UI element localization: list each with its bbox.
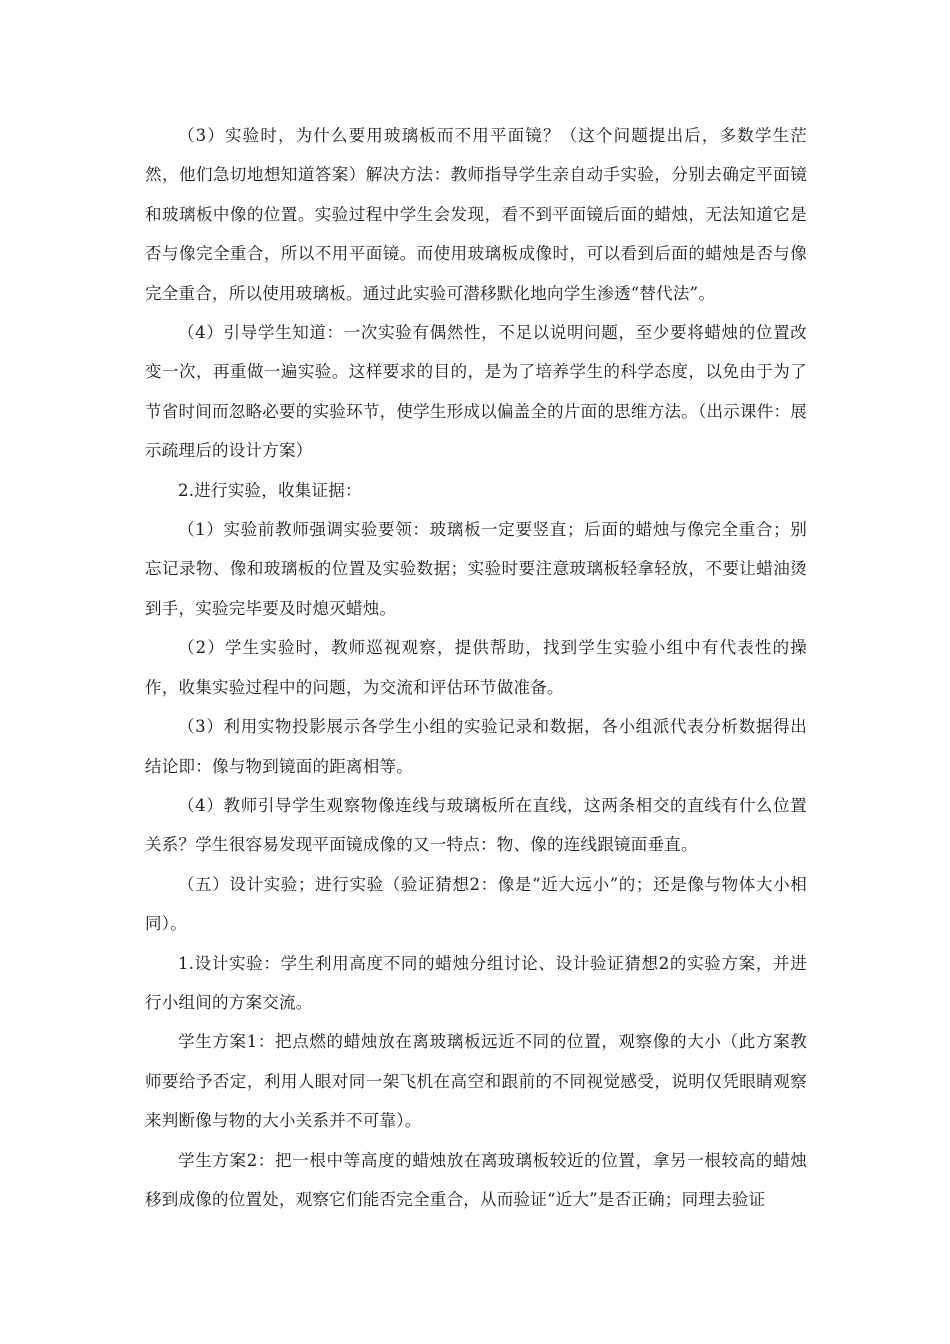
paragraph-data-analysis: （3）利用实物投影展示各学生小组的实验记录和数据，各小组派代表分析数据得出结论即：像与物到镜面的距离相等。 [145, 717, 807, 776]
paragraph-perpendicular-finding: （4）教师引导学生观察物像连线与玻璃板所在直线，这两条相交的直线有什么位置关系？学生很容易发现平面镜成像的又一特点：物、像的连线跟镜面垂直。 [145, 795, 807, 855]
paragraph-teacher-observation: （2）学生实验时，教师巡视观察，提供帮助，找到学生实验小组中有代表性的操作，收集实验过程中的问题，为交流和评估环节做准备。 [145, 638, 807, 697]
paragraph-student-plan-2: 学生方案2：把一根中等高度的蜡烛放在离玻璃板较近的位置，拿另一根较高的蜡烛移到成像的位置处，观察它们能否完全重合，从而验证“近大”是否正确；同理去验证 [145, 1150, 807, 1209]
paragraph-glass-vs-mirror: （3）实验时，为什么要用玻璃板而不用平面镜？（这个问题提出后，多数学生茫然，他们急切地想知道答案）解决方法：教师指导学生亲自动手实验，分别去确定平面镜和玻璃板中像的位置。实验过程中学生会发现，看不到平面镜后面的蜡烛，无法知道它是否与像完全重合，所以不用平面镜。而使用玻璃板成像时，可以看到后面的蜡烛是否与像完全重合，所以使用玻璃板。通过此实验可潜移默化地向学生渗透“替代法”。 [145, 126, 807, 303]
section-heading-conduct-experiment: 2.进行实验，收集证据： [178, 480, 362, 500]
section-heading-hypothesis-2: （五）设计实验；进行实验（验证猜想2：像是“近大远小”的；还是像与物体大小相同）。 [145, 874, 807, 934]
paragraph-design-experiment: 1.设计实验：学生利用高度不同的蜡烛分组讨论、设计验证猜想2的实验方案，并进行小组间的方案交流。 [145, 953, 807, 1012]
document-body [145, 116, 807, 1219]
paragraph-repeat-experiment: （4）引导学生知道：一次实验有偶然性，不足以说明问题，至少要将蜡烛的位置改变一次，再重做一遍实验。这样要求的目的，是为了培养学生的科学态度，以免由于为了节省时间而忽略必要的实验环节，使学生形成以偏盖全的片面的思维方法。（出示课件：展示疏理后的设计方案） [145, 323, 807, 461]
paragraph-experiment-essentials: （1）实验前教师强调实验要领：玻璃板一定要竖直；后面的蜡烛与像完全重合；别忘记录物、像和玻璃板的位置及实验数据；实验时要注意玻璃板轻拿轻放，不要让蜡油烫到手，实验完毕要及时熄灭蜡烛。 [145, 520, 807, 618]
paragraph-student-plan-1: 学生方案1：把点燃的蜡烛放在离玻璃板远近不同的位置，观察像的大小（此方案教师要给予否定，利用人眼对同一架飞机在高空和跟前的不同视觉感受，说明仅凭眼睛观察来判断像与物的大小关系并不可靠）。 [145, 1032, 807, 1131]
